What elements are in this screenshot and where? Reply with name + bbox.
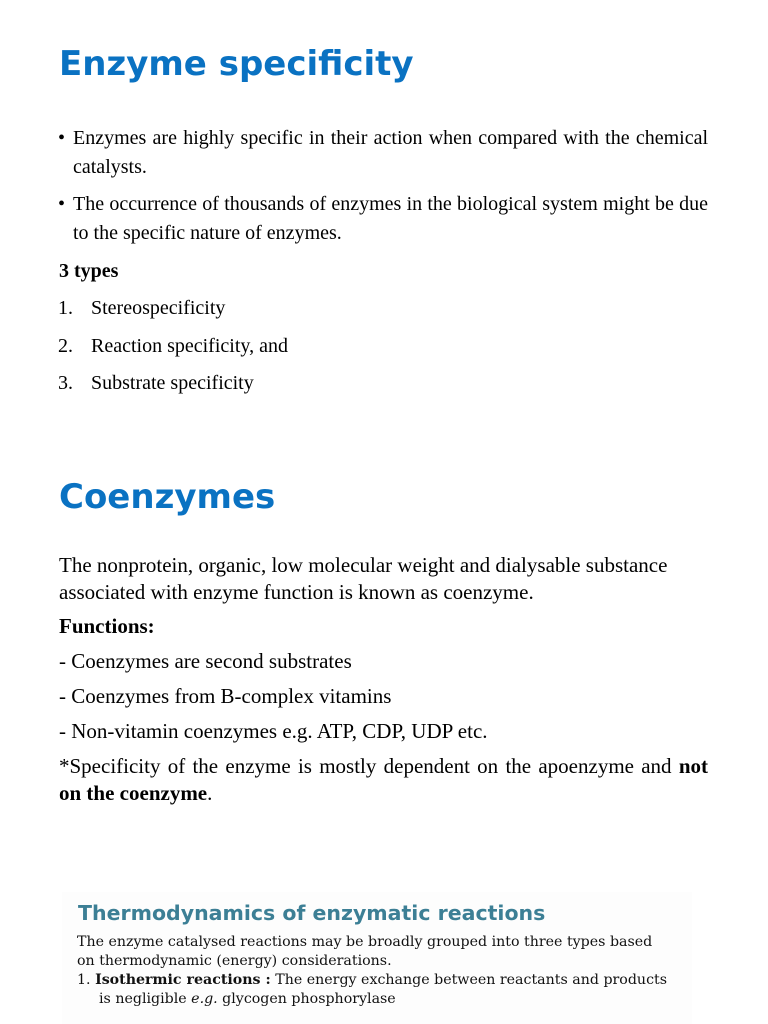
- list-item-label: Substrate specificity: [91, 372, 254, 394]
- function-item: - Non-vitamin coenzymes e.g. ATP, CDP, UDP etc.: [59, 719, 488, 743]
- list-item-label: Stereospecificity: [91, 297, 226, 319]
- bullet-icon: •: [58, 193, 66, 215]
- list-item: [58, 190, 708, 248]
- inset-line: The enzyme catalysed reactions may be broadly grouped into three types based: [77, 934, 653, 950]
- list-number: 3.: [58, 372, 73, 394]
- functions-heading: Functions:: [59, 614, 155, 638]
- thermodynamics-inset-image: [62, 892, 692, 1024]
- inset-item-term: Isothermic reactions :: [95, 972, 271, 988]
- inset-item-number: 1.: [77, 972, 91, 988]
- note-text: *Specificity of the enzyme is mostly dependent on the apoenzyme and: [59, 754, 679, 778]
- inset-list-item-continuation: [77, 990, 692, 1009]
- list-item: [58, 334, 288, 372]
- list-item: [58, 124, 708, 182]
- function-item: - Coenzymes are second substrates: [59, 649, 352, 673]
- coenzymes-content: [59, 552, 708, 807]
- list-item: [58, 296, 288, 334]
- function-item: - Coenzymes from B-complex vitamins: [59, 684, 392, 708]
- section-title-enzyme-specificity: Enzyme specificity: [59, 44, 414, 84]
- inset-cont-eg: e.g.: [191, 991, 218, 1007]
- specificity-note: [59, 753, 708, 807]
- inset-cont-pre: is negligible: [99, 991, 192, 1007]
- bullet-text: Enzymes are highly specific in their action when compared with the chemical catalysts.: [73, 127, 708, 178]
- inset-body: [77, 933, 692, 1009]
- inset-list-item: [77, 971, 692, 990]
- inset-title: Thermodynamics of enzymatic reactions: [78, 901, 546, 925]
- note-end: .: [207, 781, 213, 805]
- section-title-coenzymes: Coenzymes: [59, 477, 276, 517]
- note-emphasis: not on the coenzyme: [59, 754, 708, 805]
- bullet-icon: •: [58, 127, 66, 149]
- list-number: 1.: [58, 297, 73, 319]
- list-item-label: Reaction specificity, and: [91, 334, 288, 357]
- types-list: [58, 296, 288, 409]
- list-item: [58, 371, 288, 409]
- inset-item-text: The energy exchange between reactants and products: [270, 972, 667, 988]
- inset-line: on thermodynamic (energy) considerations.: [77, 953, 392, 969]
- specificity-bullet-list: [58, 124, 708, 256]
- list-number: 2.: [58, 334, 73, 357]
- bullet-text: The occurrence of thousands of enzymes in the biological system might be due to the specific nature of enzymes.: [73, 193, 708, 244]
- types-heading: 3 types: [59, 260, 119, 282]
- inset-cont-post: glycogen phosphorylase: [217, 991, 396, 1007]
- coenzyme-definition: The nonprotein, organic, low molecular weight and dialysable substance associated with enzyme function is known as coenzyme.: [59, 553, 668, 604]
